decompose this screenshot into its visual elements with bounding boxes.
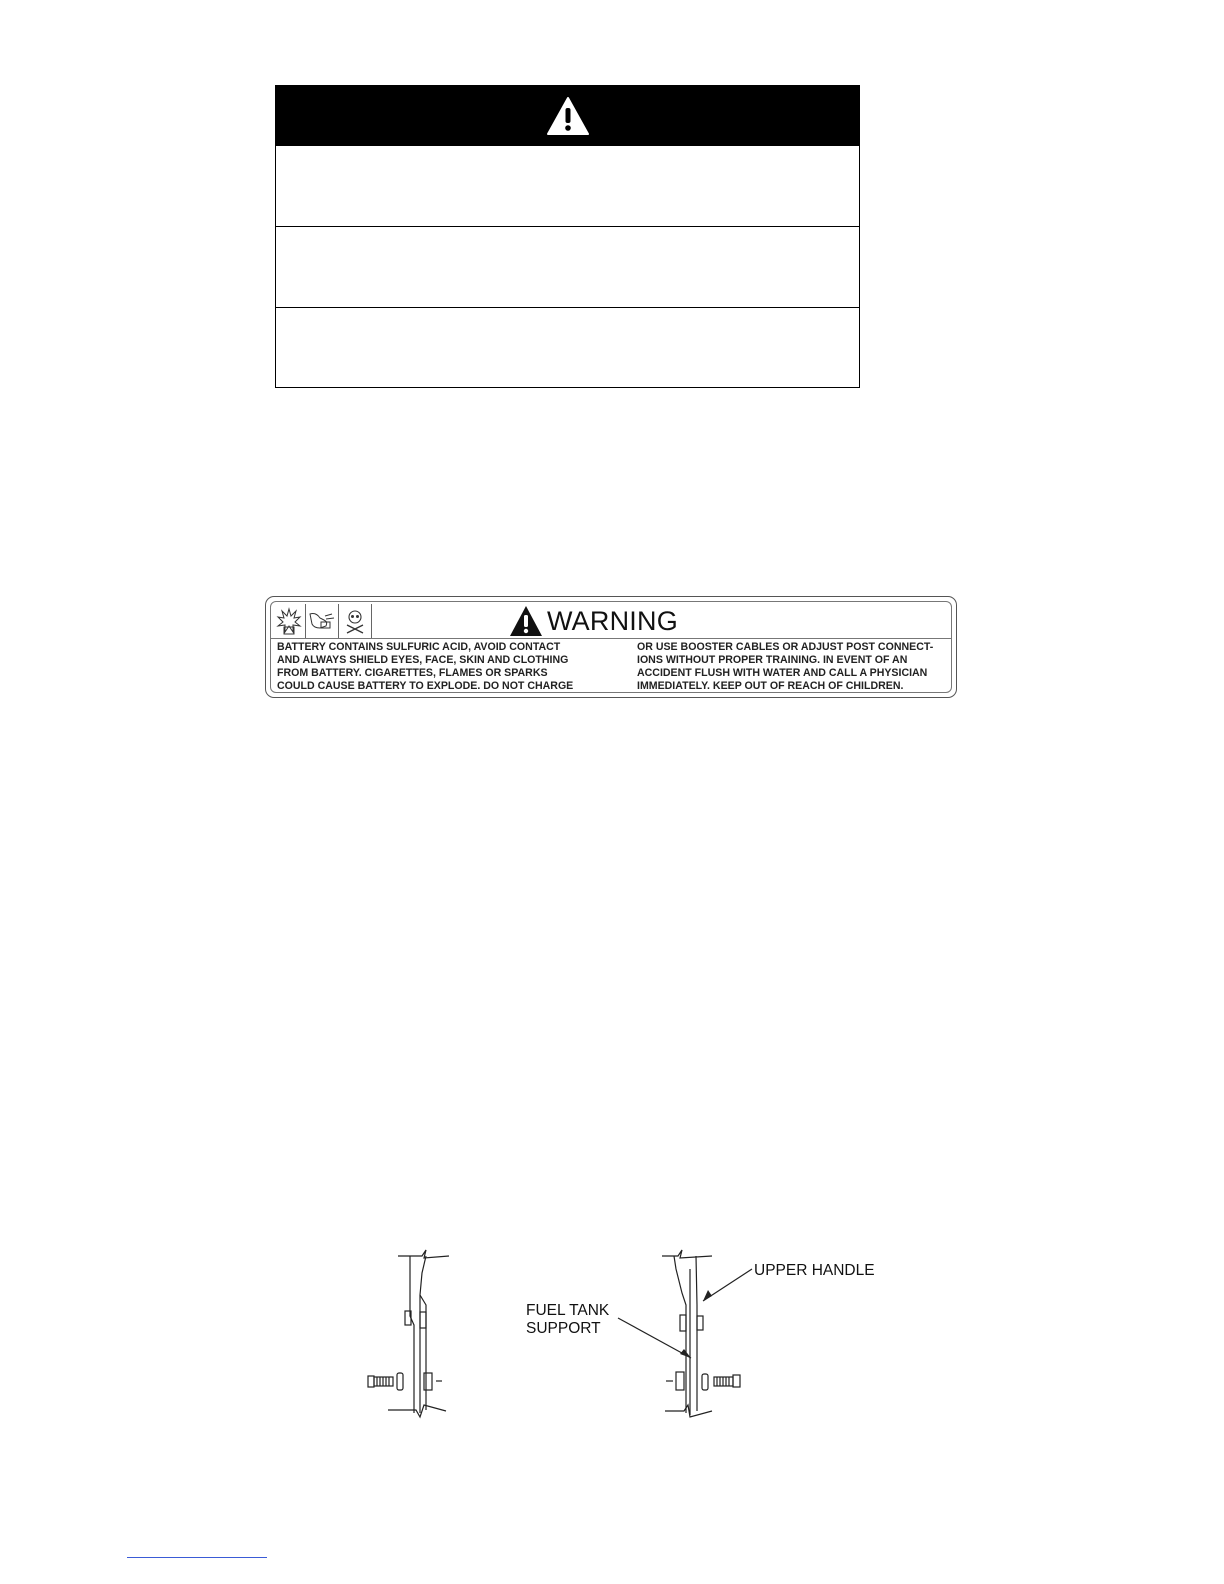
safety-alert-icon [546, 96, 590, 136]
handle-assembly-diagram [360, 1245, 900, 1425]
decal-text-right [637, 641, 933, 693]
safety-alert-box [275, 85, 860, 388]
fuel-tank-support-label-2: SUPPORT [526, 1320, 601, 1337]
decal-left-line: COULD CAUSE BATTERY TO EXPLODE. DO NOT CHARGE [277, 680, 574, 692]
right-assembly-drawing [662, 1250, 740, 1417]
decal-left-line: AND ALWAYS SHIELD EYES, FACE, SKIN AND CLOTHING [277, 654, 569, 666]
decal-right-line: IMMEDIATELY. KEEP OUT OF REACH OF CHILDREN. [637, 680, 904, 692]
decal-inner-border [270, 601, 952, 693]
fuel-tank-support-label-1: FUEL TANK [526, 1302, 610, 1319]
diagram-svg [360, 1245, 900, 1425]
decal-right-line: IONS WITHOUT PROPER TRAINING. IN EVENT OF AN [637, 654, 908, 666]
warning-triangle-icon [509, 605, 543, 637]
decal-right-line: OR USE BOOSTER CABLES OR ADJUST POST CONNECT- [637, 641, 934, 653]
pictogram-strip [273, 604, 372, 638]
warning-title [509, 604, 678, 638]
decal-divider [271, 638, 951, 639]
eye-protection-icon [306, 604, 339, 638]
upper-handle-label: UPPER HANDLE [754, 1262, 875, 1279]
footnote-rule [127, 1557, 267, 1558]
decal-left-line: FROM BATTERY. CIGARETTES, FLAMES OR SPARKS [277, 667, 548, 679]
explosion-icon [273, 604, 306, 638]
safety-row-1 [276, 145, 859, 226]
decal-left-line: BATTERY CONTAINS SULFURIC ACID, AVOID CONTACT [277, 641, 561, 653]
warning-word: WARNING [547, 605, 678, 636]
poison-icon [339, 604, 372, 638]
left-assembly-drawing [368, 1250, 449, 1417]
battery-warning-decal [265, 596, 957, 698]
decal-text-left [277, 641, 573, 693]
safety-alert-header [276, 86, 859, 145]
safety-row-2 [276, 226, 859, 307]
decal-right-line: ACCIDENT FLUSH WITH WATER AND CALL A PHYSICIAN [637, 667, 928, 679]
safety-row-3 [276, 307, 859, 388]
